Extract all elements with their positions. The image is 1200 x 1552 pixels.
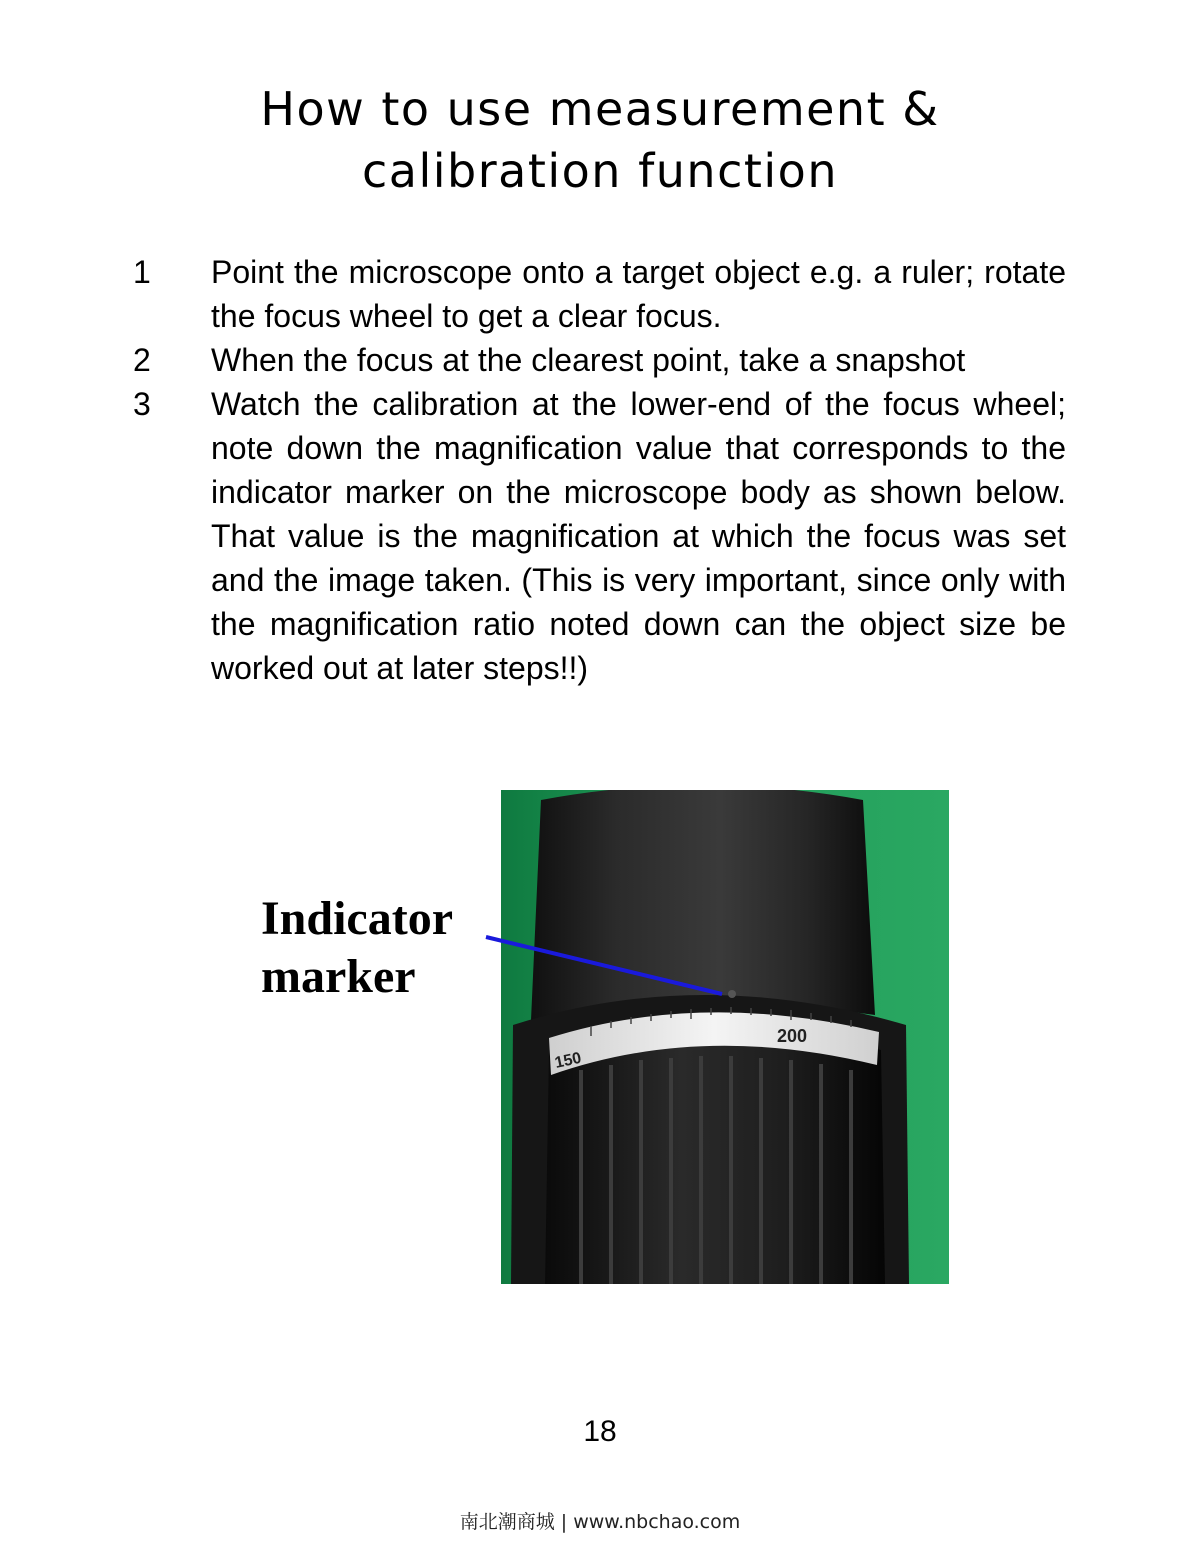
page-number: 18 xyxy=(583,1415,617,1448)
indicator-marker-label xyxy=(261,890,453,1006)
step-text: When the focus at the clearest point, take a snapshot xyxy=(211,342,966,378)
scale-label-150: 150 xyxy=(553,1049,583,1072)
scale-label-200: 200 xyxy=(777,1026,808,1046)
title-line-2: calibration function xyxy=(362,144,838,198)
step-item xyxy=(133,250,1066,338)
microscope-upper-body xyxy=(531,790,875,1020)
step-number: 2 xyxy=(133,342,151,378)
indicator-marker-dot xyxy=(728,990,736,998)
microscope-photo xyxy=(501,790,949,1284)
page-title xyxy=(0,78,1200,202)
step-text: Point the microscope onto a target object e.g. a ruler; rotate the focus wheel to get a clear focus. xyxy=(211,254,1066,334)
step-item xyxy=(133,382,1066,690)
step-number: 3 xyxy=(133,386,151,422)
indicator-label-line-1: Indicator xyxy=(261,892,453,945)
indicator-label-line-2: marker xyxy=(261,950,416,1003)
step-number: 1 xyxy=(133,254,151,290)
step-text: Watch the calibration at the lower-end of the focus wheel; note down the magnification value that corresponds to the indicator marker on the microscope body as shown below. That value is the magnification at which the focus was set and the image taken. (This is very important, since only with the magnification ratio noted down can the object size be worked out at later steps!!) xyxy=(211,386,1066,686)
title-line-1: How to use measurement & xyxy=(260,82,940,136)
step-item xyxy=(133,338,1066,382)
focus-wheel xyxy=(545,1028,885,1285)
footer-watermark: 南北潮商城 | www.nbchao.com xyxy=(459,1511,741,1533)
instruction-steps xyxy=(133,250,1066,690)
